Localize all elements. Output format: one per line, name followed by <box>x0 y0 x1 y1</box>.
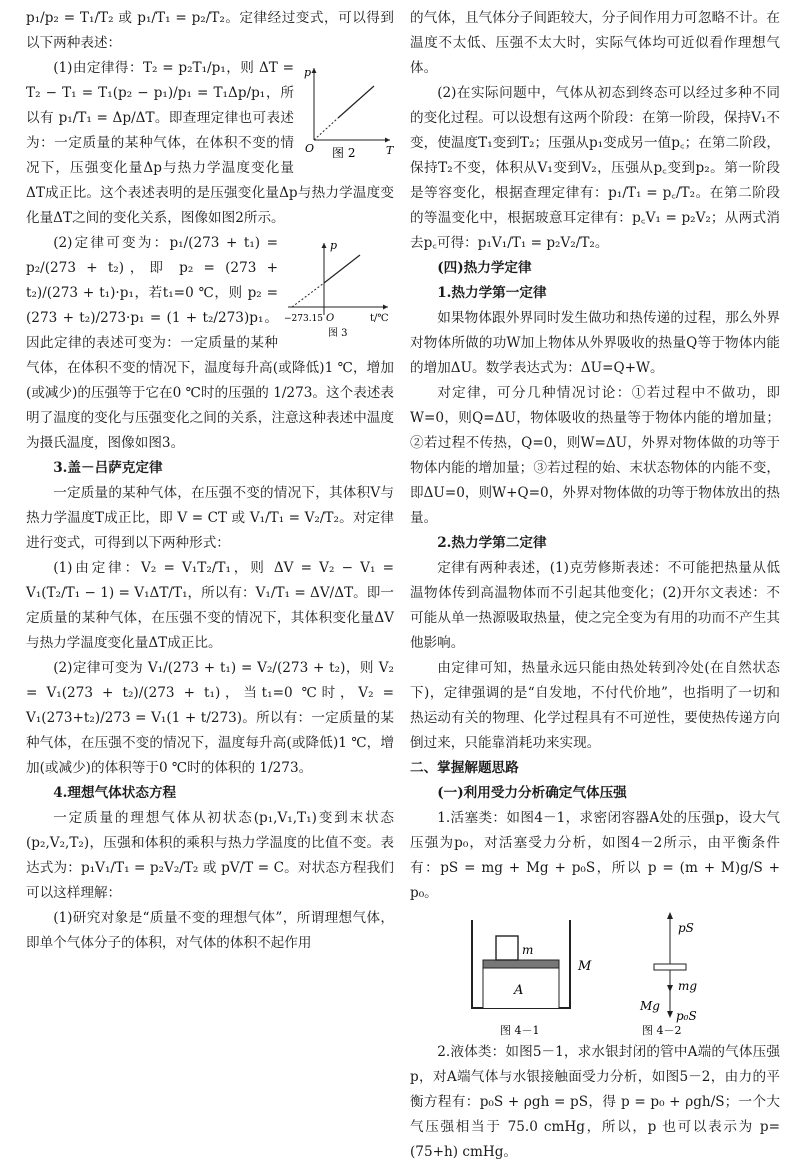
heading-first-law: 1.热力学第一定律 <box>437 285 547 301</box>
fig42-piston <box>654 964 686 970</box>
heading-second-law: 2.热力学第二定律 <box>437 535 547 551</box>
fig2-x-label: T <box>386 144 394 157</box>
charles-form-2-block <box>26 231 394 456</box>
charles-form-2: (2)定律可变为：p₁/(273 + t₁) = p₂/(273 + t₂)，即 p₂ = (273 + t₂)/(273 + t₁)·p₁，若t₁=0 ℃，则 p₂ = (273 + t₂)/273·p₁ = (1 + t₂/273)p₁。因此定律的表述可变为：一定质量的某种气体，在体积不变的情况下，温度每升高(或降低)1 ℃，增加(或减少)的压强等于它在0 ℃时的压强的 1/273。这个表述表明了温度的变化与压强变化之间的关系，注意这种表述中温度为摄氏温度，图像如图3。 <box>26 235 394 451</box>
fig41-label-m: m <box>522 943 534 957</box>
liquid-text: 2.液体类：如图5－1，求水银封闭的管中A端的气体压强p，对A端气体与水银接触面受力分析，如图5－2，由力的平衡方程有：p₀S + ρgh = pS，得 p = p₀ + ρgh/S；一个大气压强相当于 75.0 cmHg，所以，p 也可以表示为 p=(75+h) cmHg。 <box>410 1044 780 1160</box>
second-law-statements: 定律有两种表述，(1)克劳修斯表述：不可能把热量从低温物体传到高温物体而不引起其他变化；(2)开尔文表述：不可能从单一热源吸取热量，使之完全变为有用的功而不产生其他影响。 <box>410 560 780 651</box>
gay-lussac-intro: 一定质量的某种气体，在压强不变的情况下，其体积V与热力学温度T成正比，即 V = CT 或 V₁/T₁ = V₂/T₂。对定律进行变式，可得到以下两种形式： <box>26 485 394 551</box>
piston-text: 1.活塞类：如图4－1，求密闭容器A处的压强p，设大气压强为p₀，对活塞受力分析，如图4－2所示，由平衡条件有：pS = mg + Mg + p₀S，所以 p = (m + M)g/S + p₀。 <box>410 810 780 901</box>
ideal-gas-note-2: (2)在实际问题中，气体从初态到终态可以经过多种不同的变化过程。可以设想有这两个阶段：在第一阶段，保持V₁不变，使温度T₁变到T₂；压强从p₁变成另一值p꜀；在第二阶段，保持T₂不变，体积从V₁变到V₂，压强从p꜀变到p₂。第一阶段是等容变化，根据查理定律有：p₁/T₁ = p꜀/T₂。在第二阶段的等温变化中，根据玻意耳定律有：p꜀V₁ = p₂V₂；从两式消去p꜀可得：p₁V₁/T₁ = p₂V₂/T₂。 <box>410 85 780 251</box>
fig2-solid-line <box>338 86 374 118</box>
fig3-solid-line <box>324 255 360 283</box>
heading-ideal-gas: 4.理想气体状态方程 <box>53 785 177 801</box>
ideal-gas-note-cont: 的气体，且气体分子间距较大，分子间作用力可忽略不计。在温度不太低、压强不太大时，实际气体均可近似看作理想气体。 <box>410 10 780 76</box>
fig3-caption: 图 3 <box>328 328 348 339</box>
charles-form-1: (1)由定律得：T₂ = p₂T₁/p₁，则 ΔT = T₂ − T₁ = T₁(p₂ − p₁)/p₁ = T₁Δp/p₁，所以有 p₁/T₁ = Δp/ΔT。即查理定律也可表述为：一定质量的某种气体，在体积不变的情况下，压强变化量Δp与热力学温度变化量ΔT成正比。这个表述表明的是压强变化量Δp与热力学温度变化量ΔT之间的变化关系，图像如图2所示。 <box>26 60 394 226</box>
second-law-meaning: 由定律可知，热量永远只能由热处转到冷处(在自然状态下)，定律强调的是“自发地，不付代价地”，也指明了一切和热运动有关的物理、化学过程具有不可逆性，要使热传递方向倒过来，只能靠消耗功来实现。 <box>410 660 780 751</box>
fig3-dashed-line <box>292 283 324 307</box>
left-column <box>26 6 394 956</box>
figure-3 <box>284 235 394 339</box>
figures-4 <box>410 906 780 1040</box>
right-column <box>410 6 780 1165</box>
heading-force-analysis: (一)利用受力分析确定气体压强 <box>437 785 627 801</box>
ideal-gas-note-1: (1)研究对象是“质量不变的理想气体”，所谓理想气体，即单个气体分子的体积，对气体的体积不起作用 <box>26 910 394 951</box>
gay-lussac-form-2: (2)定律可变为 V₁/(273 + t₁) = V₂/(273 + t₂)，则 V₂ = V₁(273 + t₂)/(273 + t₁)，当t₁=0 ℃时，V₂ = V₁(273+t₂)/273 = V₁(1 + t/273)。所以有：一定质量的某种气体，在压强不变的情况下，温度每升高(或降低)1 ℃，增加(或减少)的体积等于0 ℃时的体积的 1/273。 <box>26 660 394 776</box>
charles-form-1-block <box>26 56 394 231</box>
charles-intro: p₁/p₂ = T₁/T₂ 或 p₁/T₁ = p₂/T₂。定律经过变式，可以得到以下两种表述： <box>26 10 394 51</box>
heading-grasp: 二、掌握解题思路 <box>410 760 519 776</box>
fig41-weight <box>496 936 518 960</box>
fig2-y-label: p <box>304 66 312 79</box>
fig41-label-A: A <box>514 983 524 998</box>
heading-gay-lussac: 3.盖－吕萨克定律 <box>53 460 163 476</box>
gay-lussac-form-1: (1)由定律：V₂ = V₁T₂/T₁，则 ΔV = V₂ − V₁ = V₁(T₂/T₁ − 1) = V₁ΔT/T₁，所以有：V₁/T₁ = ΔV/ΔT。即一定质量的某种气体，在压强不变的情况下，其体积变化量ΔV与热力学温度变化量ΔT成正比。 <box>26 560 394 651</box>
fig3-y-label: p <box>330 239 338 252</box>
fig2-caption: 图 2 <box>332 146 356 158</box>
fig3-tick: −273.15 <box>284 314 324 324</box>
first-law-cases: 对定律，可分几种情况讨论：①若过程中不做功，即W=0，则Q=ΔU，物体吸收的热量等于物体内能的增加量；②若过程不传热，Q=0，则W=ΔU，外界对物体做的功等于物体内能的增加量；③若过程的始、末状态物体的内能不变，即ΔU=0，则W+Q=0，外界对物体做的功等于物体放出的热量。 <box>410 385 780 526</box>
first-law-text: 如果物体跟外界同时发生做功和热传递的过程，那么外界对物体所做的功W加上物体从外界吸收的热量Q等于物体内能的增加ΔU。数学表达式为：ΔU=Q+W。 <box>410 310 780 376</box>
fig42-label-p0S: p₀S <box>676 1009 697 1023</box>
fig42-label-pS: pS <box>678 921 694 935</box>
fig42-label-Mg: Mg <box>640 999 660 1013</box>
fig3-x-label: t/℃ <box>370 313 389 324</box>
figure-4-2 <box>620 906 740 1040</box>
fig42-caption: 图 4－2 <box>642 1024 682 1037</box>
fig41-piston <box>483 960 559 968</box>
fig2-dashed-line <box>314 118 338 140</box>
fig3-origin: O <box>326 313 335 324</box>
fig41-caption: 图 4－1 <box>500 1024 540 1037</box>
fig41-label-M: M <box>578 959 592 974</box>
fig2-origin: O <box>305 142 315 155</box>
heading-thermo-laws: (四)热力学定律 <box>437 260 532 276</box>
figure-2 <box>302 62 394 158</box>
figure-4-1 <box>460 906 610 1040</box>
ideal-gas-intro: 一定质量的理想气体从初状态(p₁,V₁,T₁)变到末状态(p₂,V₂,T₂)，压强和体积的乘积与热力学温度的比值不变。表达式为：p₁V₁/T₁ = p₂V₂/T₂ 或 pV/T = C。对状态方程我们可以这样理解： <box>26 810 394 901</box>
fig42-label-mg: mg <box>678 979 698 993</box>
